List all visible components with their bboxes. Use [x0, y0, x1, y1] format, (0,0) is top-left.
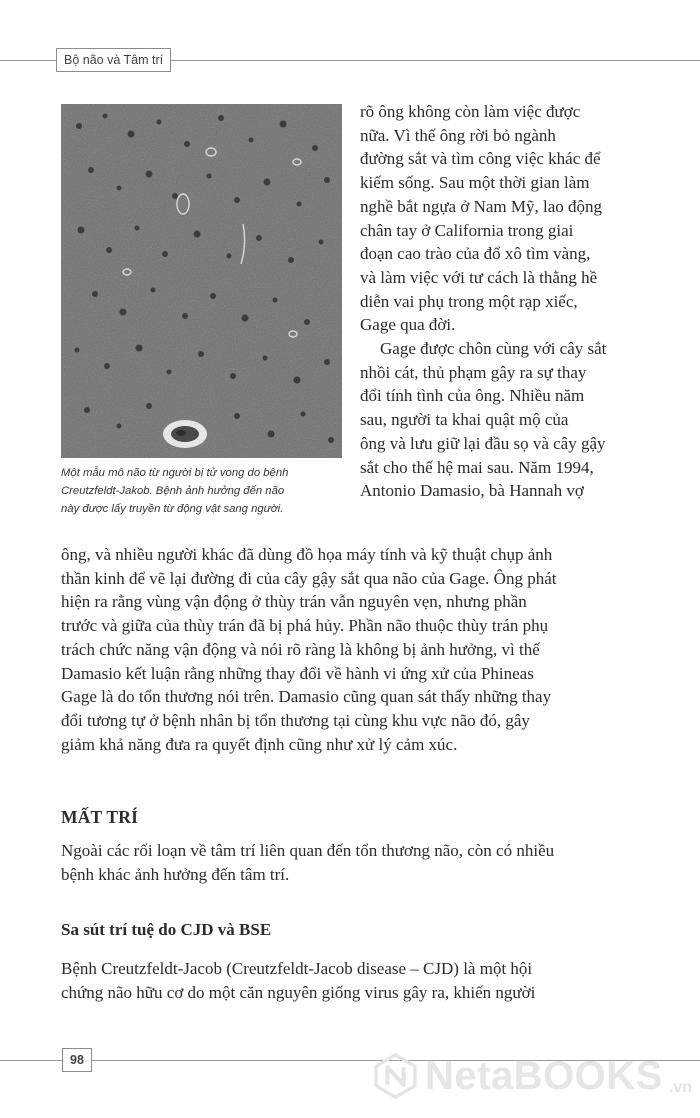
section-intro — [61, 839, 671, 886]
text-line: nhồi cát, thủ phạm gây ra sự thay — [360, 362, 587, 382]
page-number: 98 — [62, 1048, 92, 1072]
watermark-logo-icon — [372, 1047, 419, 1105]
text-line: trước và giữa của thùy trán đã bị phá hủy. Phần não thuộc thùy trán phụ — [61, 616, 549, 636]
text-line: trách chức năng vận động và nói rõ ràng là không bị ảnh hưởng, vì thế — [61, 639, 540, 659]
text-line: Antonio Damasio, bà Hannah vợ — [360, 481, 584, 501]
text-line: nghề bắt ngựa ở Nam Mỹ, lao động — [360, 196, 602, 216]
watermark-suffix: .vn — [668, 1079, 692, 1096]
text-line: kiếm sống. Sau một thời gian làm — [360, 173, 590, 193]
text-line: chân tay ở California trong giai — [360, 220, 574, 240]
subsection-body — [61, 957, 671, 1004]
text-line: và làm việc với tư cách là thằng hề — [360, 267, 598, 287]
text-line: sau, người ta khai quật mộ của — [360, 410, 569, 430]
text-line: đổi tương tự ở bệnh nhân bị tổn thương tại cùng khu vực não đó, gây — [61, 710, 530, 730]
text-line: ông, và nhiều người khác đã dùng đồ họa máy tính và kỹ thuật chụp ảnh — [61, 545, 553, 564]
caption-line: Một mẫu mô não từ người bị tử vong do bệnh — [61, 467, 289, 479]
watermark-brand: NetaBOOKS — [424, 1054, 663, 1098]
brain-tissue-micrograph — [61, 104, 342, 458]
micrograph-drawing — [61, 104, 342, 458]
text-line: Gage qua đời. — [360, 315, 456, 335]
text-line: giảm khả năng đưa ra quyết định cũng như xử lý cảm xúc. — [61, 734, 458, 754]
text-line: nữa. Vì thế ông rời bỏ ngành — [360, 125, 556, 145]
text-line: Gage được chôn cùng với cây sắt — [380, 339, 607, 359]
section-heading: MẤT TRÍ — [61, 807, 139, 827]
text-line: đổi tính tình của ông. Nhiều năm — [360, 386, 585, 406]
text-line: rõ ông không còn làm việc được — [360, 102, 581, 121]
subsection-heading: Sa sút trí tuệ do CJD và BSE — [61, 920, 272, 939]
caption-line: này được lấy truyền từ động vật sang người. — [61, 503, 284, 515]
text-line: chứng não hữu cơ do một căn nguyên giống virus gây ra, khiến người — [61, 982, 536, 1002]
text-line: đoạn cao trào của đổ xô tìm vàng, — [360, 244, 591, 264]
figure-caption — [61, 464, 347, 518]
running-title: Bộ não và Tâm trí — [56, 48, 171, 72]
text-line: sắt cho thế hệ mai sau. Năm 1994, — [360, 457, 594, 477]
text-line: hiện ra rằng vùng vận động ở thùy trán vẫn nguyên vẹn, nhưng phần — [61, 592, 527, 612]
text-line: Bệnh Creutzfeldt-Jacob (Creutzfeldt-Jacob disease – CJD) là một hội — [61, 959, 533, 978]
text-line: Ngoài các rối loạn về tâm trí liên quan đến tổn thương não, còn có nhiều — [61, 841, 555, 860]
text-line: thần kinh để vẽ lại đường đi của cây gậy sắt qua não của Gage. Ông phát — [61, 568, 557, 588]
publisher-watermark — [372, 1043, 692, 1109]
caption-line: Creutzfeldt-Jakob. Bệnh ảnh hưởng đến não — [61, 485, 285, 497]
body-paragraph — [61, 543, 671, 756]
right-column-text — [360, 100, 665, 503]
text-line: đường sắt và tìm công việc khác để — [360, 149, 601, 169]
text-line: Gage là do tổn thương nói trên. Damasio cũng quan sát thấy những thay — [61, 687, 552, 707]
text-line: bệnh khác ảnh hưởng đến tâm trí. — [61, 864, 290, 884]
text-line: ông và lưu giữ lại đầu sọ và cây gậy — [360, 433, 606, 453]
text-line: diễn vai phụ trong một rạp xiếc, — [360, 291, 578, 311]
text-line: Damasio kết luận rằng những thay đổi về hành vi ứng xử của Phineas — [61, 663, 534, 683]
